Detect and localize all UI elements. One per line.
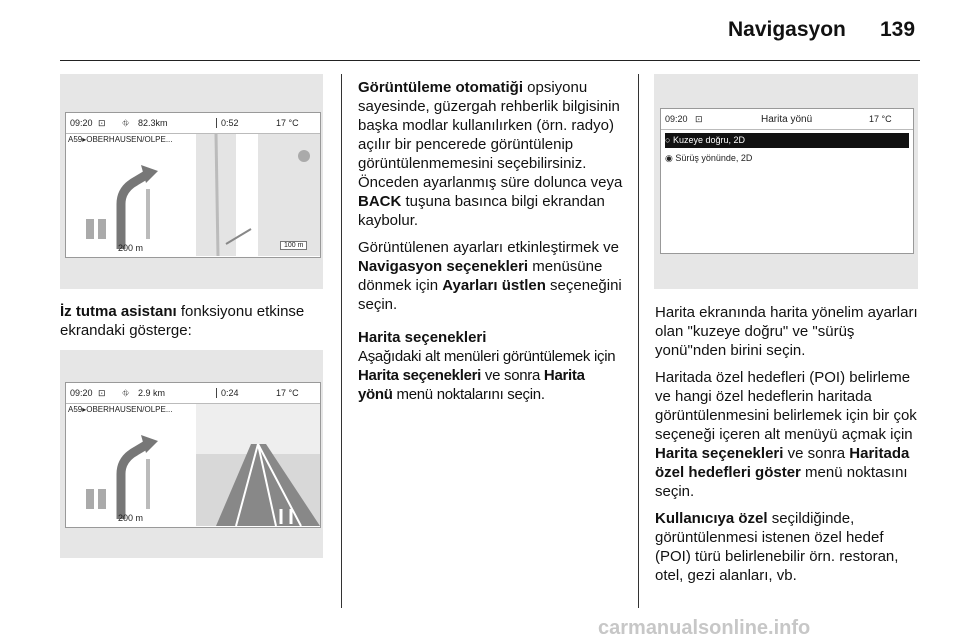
distance: 2.9 km: [138, 388, 166, 398]
turn-arrow-graphic: [66, 149, 196, 257]
screenshot-panel-nav2: [60, 350, 323, 558]
eta: 0:52: [216, 118, 239, 128]
lane-view: [196, 404, 320, 526]
paragraph-apply-settings: Görüntülenen ayarları etkinleştirmek ve Navigasyon seçenekleri menüsüne dönmek için Ayarları üstlen seçeneğini seçin.: [358, 239, 622, 313]
temperature: 17 °C: [276, 118, 299, 128]
footer-watermark: carmanualsonline.info: [598, 617, 811, 639]
screenshot-panel-nav1: [60, 74, 323, 289]
clock: 09:20: [70, 388, 93, 398]
column-divider-left: [341, 74, 342, 608]
header-rule: [60, 60, 920, 61]
clock: 09:20: [665, 114, 688, 124]
status-bar: [66, 383, 320, 404]
turn-arrow-graphic: [66, 419, 196, 527]
paragraph-poi: Haritada özel hedefleri (POI) belirleme ve hangi özel hedeflerin haritada görüntülenmesini belirlemek için bir çok seçeneği içeren alt menüyü açmak için Harita seçenekleri ve sonra Haritada özel hedefleri göster menü noktasını seçin.: [655, 369, 917, 500]
paragraph-auto-display: Görüntüleme otomatiği opsiyonu sayesinde, güzergah rehberlik bilgisinin başka modlar kullanılırken (örn. radyo) açılır bir pencerede görüntülenip görüntülenmemesini seçebilirsiniz. Önceden ayarlanmış süre dolunca veya BACK tuşuna basınca bilgi ekrandan kaybolur.: [358, 79, 623, 229]
orientation-screen: [660, 108, 914, 254]
radio-filled-icon: ◉: [665, 153, 673, 163]
map-scale: 100 m: [280, 241, 307, 250]
section-heading-map-options: Harita seçenekleri: [358, 329, 487, 346]
status-bar: [66, 113, 320, 134]
page-number: 139: [880, 18, 916, 41]
temperature: 17 °C: [869, 114, 892, 124]
radio-empty-icon: ○: [665, 135, 671, 145]
eta: 0:24: [216, 388, 239, 398]
column-3-text: [655, 303, 923, 593]
nav-icon: ⊡: [98, 118, 106, 128]
turn-distance: 200 m: [118, 243, 144, 253]
nav-screen-2: [65, 382, 321, 528]
screenshot-panel-orientation: [654, 74, 918, 289]
route-label: A59▸OBERHAUSEN/OLPE...: [68, 135, 173, 144]
route-label: A59▸OBERHAUSEN/OLPE...: [68, 405, 173, 414]
column-2-text: [358, 78, 623, 412]
distance-icon: ⛗: [122, 118, 130, 128]
option-north-up[interactable]: ○ Kuzeye doğru, 2D: [665, 133, 909, 148]
screen-title: Harita yönü: [761, 114, 813, 125]
nav-icon: ⊡: [98, 388, 106, 398]
paragraph-orientation: Harita ekranında harita yönelim ayarları olan "kuzeye doğru" ve "sürüş yonü"nden birini seçin.: [655, 304, 918, 359]
clock: 09:20: [70, 118, 93, 128]
paragraph-map-options: Aşağıdaki alt menüleri görüntülemek için Harita seçenekleri ve sonra Harita yönü menü noktalarını seçin.: [358, 348, 616, 403]
status-bar: [661, 109, 913, 130]
turn-distance: 200 m: [118, 513, 144, 523]
paragraph-user-defined: Kullanıcıya özel seçildiğinde, görüntülenmesi istenen özel hedef (POI) türü belirlenebilir örn. restoran, otel, gezi alanları, vb.: [655, 510, 899, 584]
distance: 82.3km: [138, 118, 168, 128]
page-header-title: Navigasyon: [728, 18, 846, 41]
temperature: 17 °C: [276, 388, 299, 398]
distance-icon: ⛗: [122, 388, 130, 398]
option-heading-up[interactable]: ◉ Sürüş yönünde, 2D: [665, 153, 753, 163]
lane-assist-intro: İz tutma asistanı fonksiyonu etkinse ekrandaki gösterge:: [60, 303, 305, 339]
column-divider-right: [638, 74, 639, 608]
nav-icon: ⊡: [695, 114, 703, 124]
nav-screen-1: [65, 112, 321, 258]
map-view: [196, 134, 320, 256]
